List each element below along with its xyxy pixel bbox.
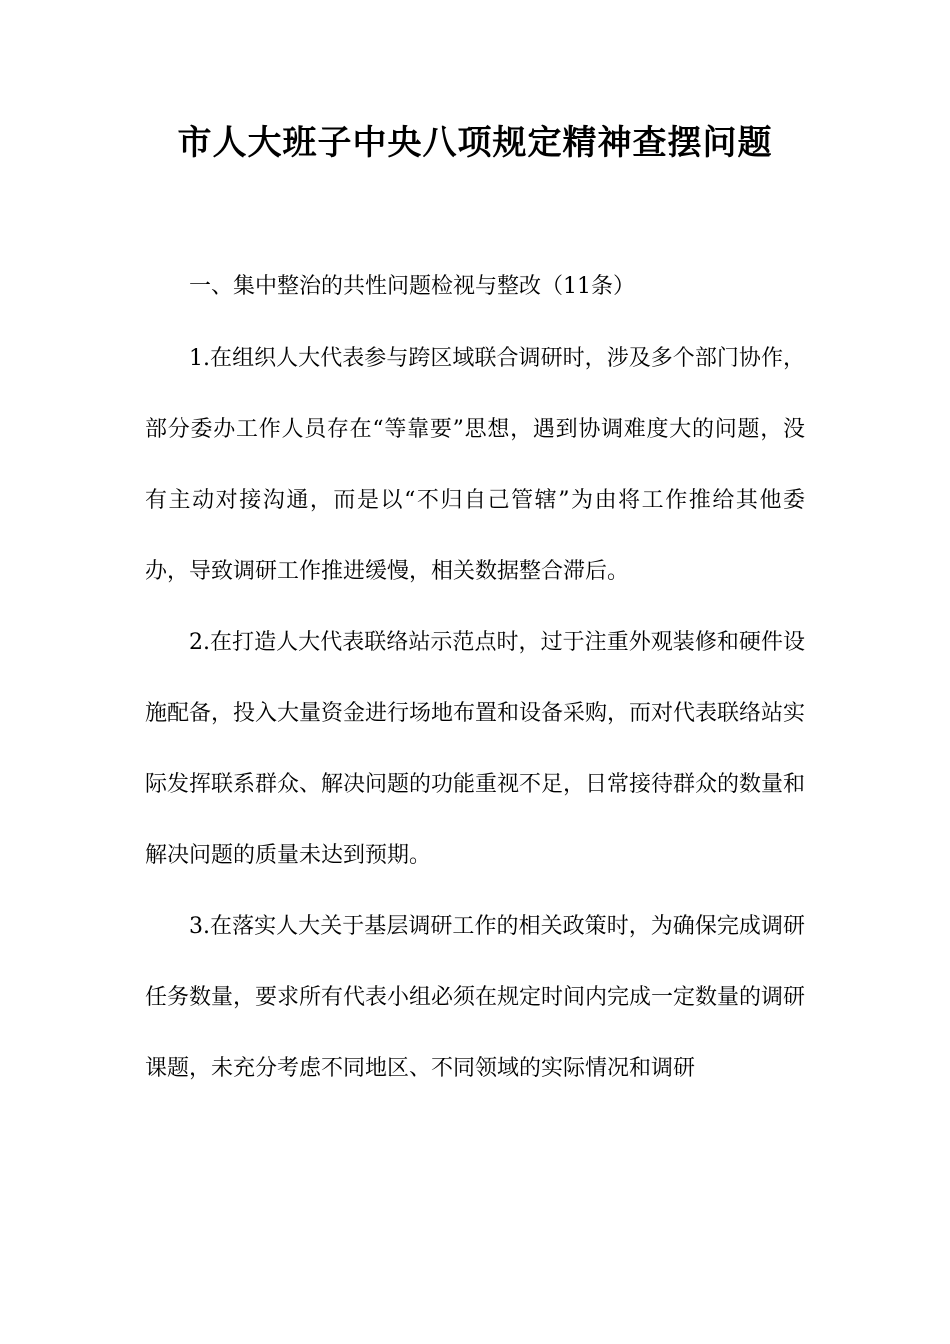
document-title: 市人大班子中央八项规定精神查摆问题 <box>177 123 773 163</box>
paragraph-3: 3.在落实人大关于基层调研工作的相关政策时，为确保完成调研任务数量，要求所有代表小组必须在规定时间内完成一定数量的调研课题，未充分考虑不同地区、不同领域的实际情况和调研 <box>145 914 806 1081</box>
section-heading: 一、集中整治的共性问题检视与整改（11条） <box>189 274 635 299</box>
paragraph-2: 2.在打造人大代表联络站示范点时，过于注重外观装修和硬件设施配备，投入大量资金进行场地布置和设备采购，而对代表联络站实际发挥联系群众、解决问题的功能重视不足，日常接待群众的数量和解决问题的质量未达到预期。 <box>145 630 806 868</box>
paragraph-1: 1.在组织人大代表参与跨区域联合调研时，涉及多个部门协作，部分委办工作人员存在“等靠要”思想，遇到协调难度大的问题，没有主动对接沟通，而是以“不归自己管辖”为由将工作推给其他委办，导致调研工作推进缓慢，相关数据整合滞后。 <box>145 346 805 584</box>
document-body <box>145 262 805 1104</box>
